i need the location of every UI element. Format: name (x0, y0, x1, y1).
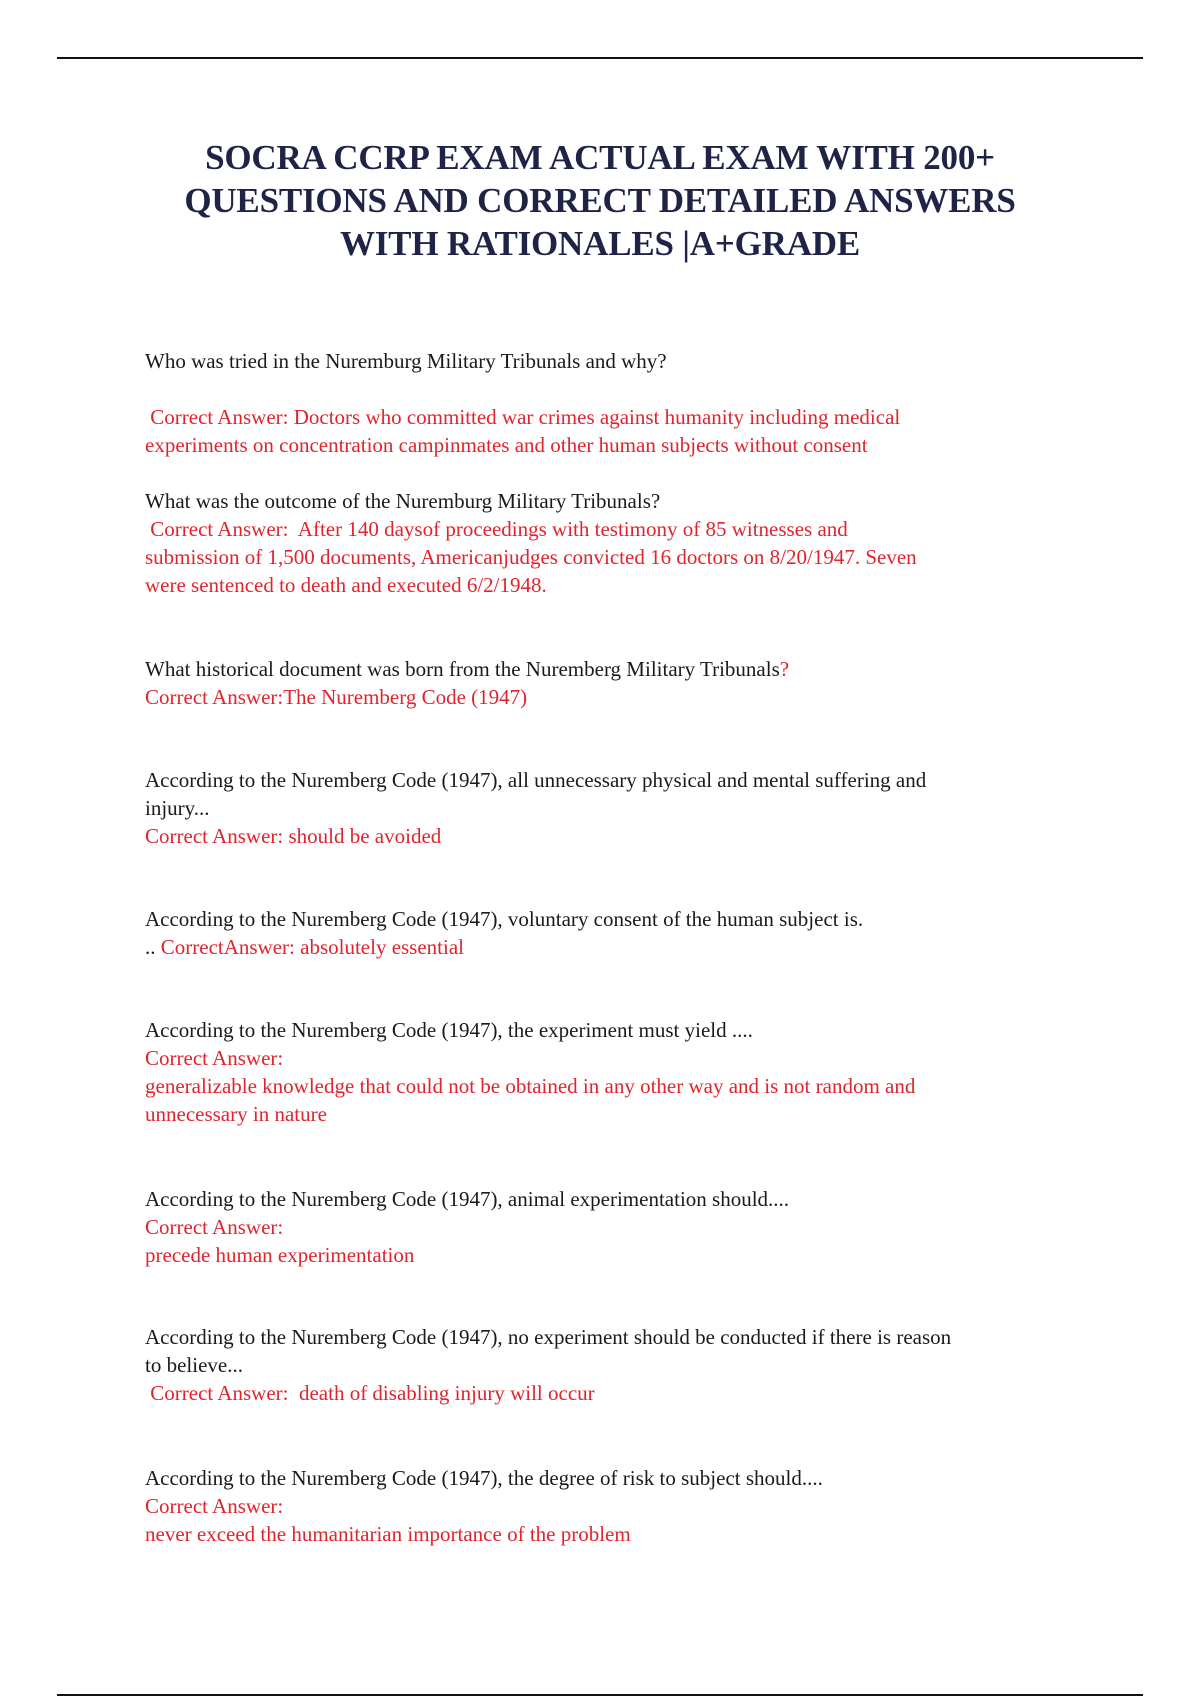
answer-text: CorrectAnswer: absolutely essential (160, 935, 464, 959)
answer-line: submission of 1,500 documents, Americanjudges convicted 16 doctors on 8/20/1947. Seven (145, 545, 917, 569)
answer-line: were sentenced to death and executed 6/2/1948. (145, 573, 547, 597)
title-line: QUESTIONS AND CORRECT DETAILED ANSWERS (184, 181, 1016, 220)
answer-line (145, 933, 1105, 961)
document-title (100, 136, 1100, 265)
answer-line: Correct Answer:The Nuremberg Code (1947) (145, 685, 528, 709)
qa-item (145, 347, 1105, 459)
question-line: to believe... (145, 1353, 243, 1377)
answer-line: precede human experimentation (145, 1243, 415, 1267)
qa-item (145, 1464, 1105, 1548)
question-line: According to the Nuremberg Code (1947), the degree of risk to subject should.... (145, 1466, 823, 1490)
question-line: According to the Nuremberg Code (1947), no experiment should be conducted if there is reason (145, 1325, 952, 1349)
question-line: What was the outcome of the Nuremburg Military Tribunals? (145, 489, 661, 513)
answer-line: Correct Answer: should be avoided (145, 824, 442, 848)
top-rule (57, 57, 1143, 59)
qa-item (145, 487, 1105, 599)
answer-line: Correct Answer: (145, 1494, 284, 1518)
question-line (145, 655, 1105, 683)
answer-line: Correct Answer: (145, 1046, 284, 1070)
answer-line: Correct Answer: death of disabling injury will occur (145, 1381, 595, 1405)
qa-item (145, 1323, 1105, 1407)
answer-prefix: .. (145, 935, 161, 959)
answer-line: unnecessary in nature (145, 1102, 327, 1126)
answer-line: Correct Answer: After 140 daysof proceedings with testimony of 85 witnesses and (145, 517, 848, 541)
answer-line: Correct Answer: Doctors who committed war crimes against humanity including medical (145, 405, 901, 429)
question-line: According to the Nuremberg Code (1947), the experiment must yield .... (145, 1018, 753, 1042)
question-text: What historical document was born from the Nuremberg Military Tribunals (145, 657, 780, 681)
question-line: According to the Nuremberg Code (1947), all unnecessary physical and mental suffering and (145, 768, 927, 792)
qa-item (145, 655, 1105, 711)
qa-item (145, 1185, 1105, 1269)
qa-item (145, 766, 1105, 850)
title-line: WITH RATIONALES |A+GRADE (339, 224, 861, 263)
title-line: SOCRA CCRP EXAM ACTUAL EXAM WITH 200+ (205, 138, 995, 177)
answer-line: generalizable knowledge that could not be obtained in any other way and is not random and (145, 1074, 916, 1098)
question-line: injury... (145, 796, 210, 820)
question-line: Who was tried in the Nuremburg Military Tribunals and why? (145, 349, 667, 373)
question-line: According to the Nuremberg Code (1947), voluntary consent of the human subject is. (145, 907, 864, 931)
bottom-rule (57, 1694, 1143, 1696)
answer-line: experiments on concentration campinmates and other human subjects without consent (145, 433, 868, 457)
qa-item (145, 1016, 1105, 1128)
qa-item (145, 905, 1105, 961)
question-mark: ? (779, 657, 790, 681)
answer-line: never exceed the humanitarian importance of the problem (145, 1522, 631, 1546)
question-line: According to the Nuremberg Code (1947), animal experimentation should.... (145, 1187, 790, 1211)
answer-line: Correct Answer: (145, 1215, 284, 1239)
